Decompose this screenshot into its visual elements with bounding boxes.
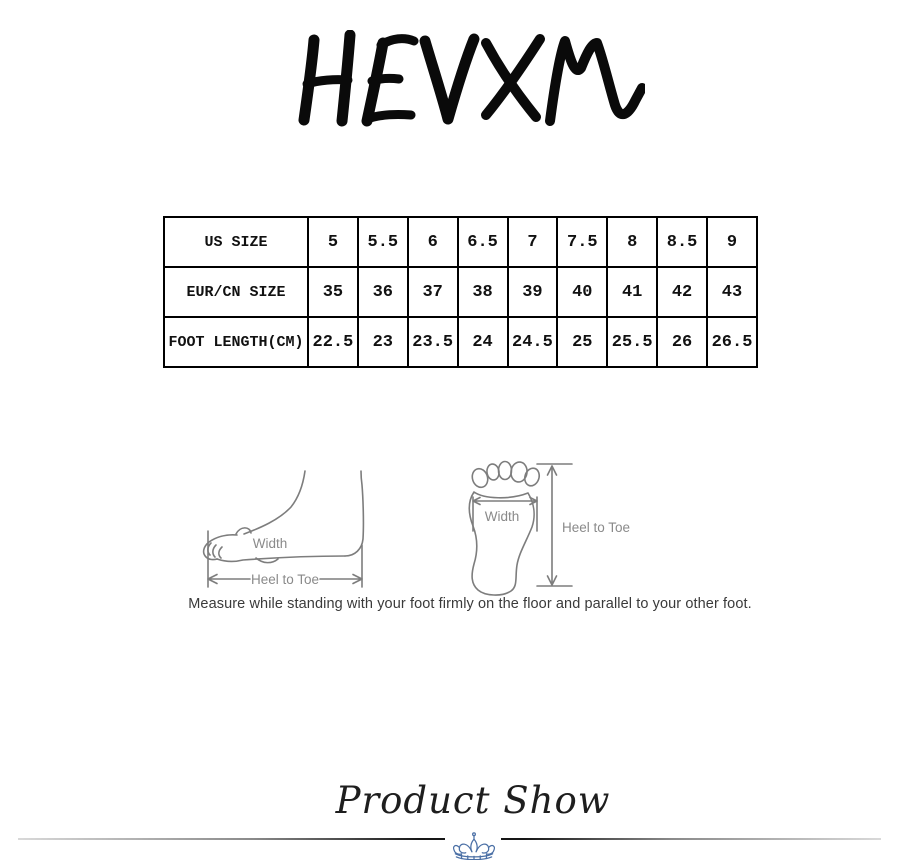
us-size-cell: 9 (707, 217, 757, 267)
foot-length-cell: 24 (458, 317, 508, 367)
eur-size-cell: 40 (557, 267, 607, 317)
eur-size-cell: 42 (657, 267, 707, 317)
foot-length-cell: 23.5 (408, 317, 458, 367)
product-show-title: Product Show (335, 779, 611, 822)
eur-size-cell: 36 (358, 267, 408, 317)
crown-icon (451, 832, 497, 860)
foot-side-view-diagram (204, 471, 364, 587)
eur-size-cell: 39 (508, 267, 558, 317)
footprint-width-label: Width (484, 509, 520, 524)
table-row-us-size (164, 217, 757, 267)
foot-length-cell: 23 (358, 317, 408, 367)
us-size-cell: 8 (607, 217, 657, 267)
footprint-diagram (469, 461, 630, 595)
eur-size-cell: 38 (458, 267, 508, 317)
foot-length-cell: 26.5 (707, 317, 757, 367)
table-row-foot-length (164, 317, 757, 367)
brand-logo (295, 30, 645, 134)
left-arrow (208, 575, 250, 584)
eur-size-cell: 41 (607, 267, 657, 317)
width-arrow (473, 498, 537, 505)
foot-length-cell: 22.5 (308, 317, 358, 367)
size-chart-table (163, 216, 758, 368)
eur-size-cell: 43 (707, 267, 757, 317)
foot-length-cell: 25 (557, 317, 607, 367)
side-view-heel-to-toe-label: Heel to Toe (250, 572, 320, 587)
us-size-cell: 8.5 (657, 217, 707, 267)
us-size-cell: 7 (508, 217, 558, 267)
size-chart (163, 216, 758, 368)
us-size-cell: 7.5 (557, 217, 607, 267)
heel-to-toe-arrow (548, 466, 557, 585)
eur-size-cell: 37 (408, 267, 458, 317)
us-size-cell: 5.5 (358, 217, 408, 267)
us-size-cell: 6 (408, 217, 458, 267)
foot-length-cell: 25.5 (607, 317, 657, 367)
foot-length-cell: 24.5 (508, 317, 558, 367)
row-label-eur-cn-size: EUR/CN SIZE (164, 267, 308, 317)
right-arrow (320, 575, 362, 584)
row-label-us-size: US SIZE (164, 217, 308, 267)
side-view-width-label: Width (252, 536, 288, 551)
eur-size-cell: 35 (308, 267, 358, 317)
footer-divider-left (18, 838, 445, 840)
brand-logo-strokes (304, 35, 642, 121)
foot-length-cell: 26 (657, 317, 707, 367)
measurement-instruction: Measure while standing with your foot firmly on the floor and parallel to your other foot. (188, 596, 752, 612)
table-row-eur-cn-size (164, 267, 757, 317)
measurement-diagrams (180, 447, 660, 597)
footprint-heel-to-toe-label: Heel to Toe (562, 520, 631, 535)
footer-divider-right (501, 838, 881, 840)
row-label-foot-length: FOOT LENGTH(CM) (164, 317, 308, 367)
us-size-cell: 6.5 (458, 217, 508, 267)
us-size-cell: 5 (308, 217, 358, 267)
